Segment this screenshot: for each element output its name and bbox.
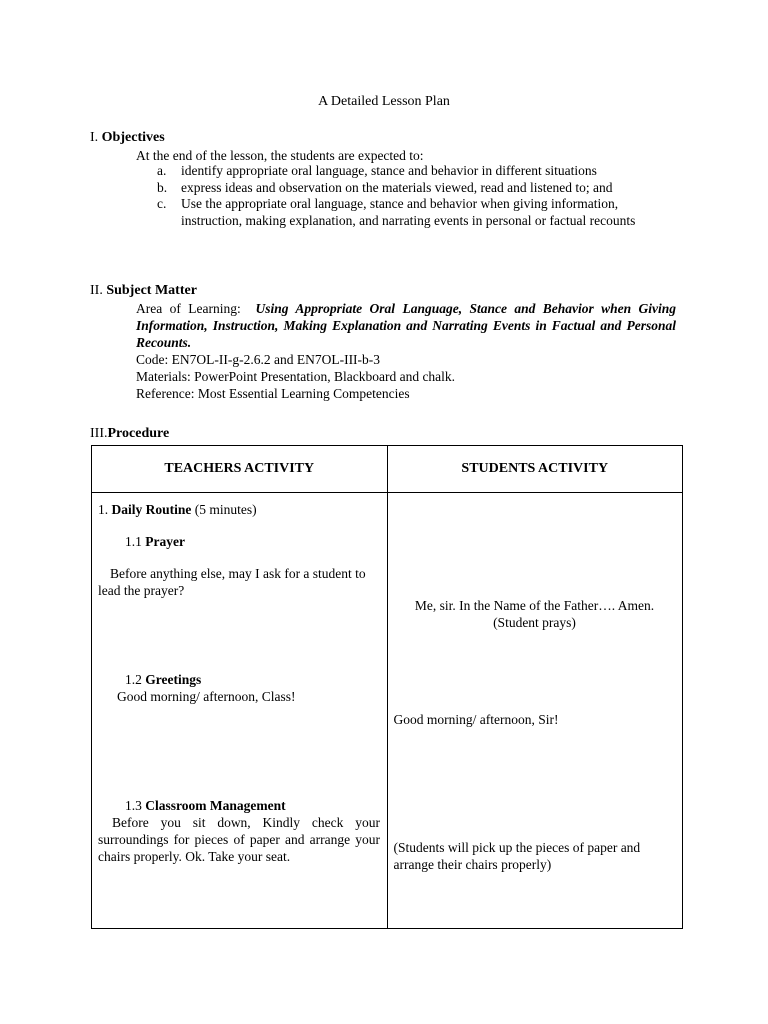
table-row bbox=[92, 493, 683, 929]
subject-matter-number: II. bbox=[90, 283, 103, 298]
students-activity-header: STUDENTS ACTIVITY bbox=[387, 446, 683, 493]
area-of-learning bbox=[136, 300, 676, 351]
prayer-teacher-text: Before anything else, may I ask for a student to lead the prayer? bbox=[98, 566, 366, 598]
greetings-number: 1.2 bbox=[125, 672, 142, 687]
prayer-student-text bbox=[388, 597, 682, 631]
prayer-subheading bbox=[125, 533, 185, 550]
greetings-teacher-text: Good morning/ afternoon, Class! bbox=[117, 689, 296, 704]
daily-routine-time: (5 minutes) bbox=[194, 502, 257, 517]
objectives-number: I. bbox=[90, 130, 99, 145]
subject-matter-heading bbox=[90, 283, 197, 299]
classroom-management-teacher-text: Before you sit down, Kindly check your surroundings for pieces of paper and arrange your chairs properly. Ok. Take your seat. bbox=[98, 815, 380, 864]
area-label: Area of Learning: bbox=[136, 301, 241, 316]
procedure-label: Procedure bbox=[107, 426, 170, 441]
objectives-intro: At the end of the lesson, the students are expected to: bbox=[136, 148, 424, 163]
prayer-label: Prayer bbox=[145, 534, 185, 549]
reference-line: Reference: Most Essential Learning Competencies bbox=[136, 386, 410, 401]
student-cell bbox=[387, 493, 683, 929]
classroom-management-label: Classroom Management bbox=[145, 798, 286, 813]
objective-marker: c. bbox=[157, 196, 167, 211]
objective-item bbox=[136, 163, 676, 180]
classroom-management-student-text: (Students will pick up the pieces of paper and arrange their chairs properly) bbox=[393, 840, 641, 872]
greetings-subheading bbox=[125, 671, 201, 688]
objectives-list bbox=[136, 163, 676, 229]
greetings-label: Greetings bbox=[145, 672, 202, 687]
greetings-student-text: Good morning/ afternoon, Sir! bbox=[393, 712, 559, 727]
document-title: A Detailed Lesson Plan bbox=[318, 94, 450, 109]
classroom-management-subheading bbox=[125, 797, 286, 814]
prayer-number: 1.1 bbox=[125, 534, 142, 549]
subject-matter-body bbox=[136, 300, 676, 402]
prayer-student-line-1: Me, sir. In the Name of the Father…. Amen. bbox=[414, 598, 655, 613]
teachers-activity-header: TEACHERS ACTIVITY bbox=[92, 446, 388, 493]
daily-routine-line bbox=[98, 501, 257, 518]
code-line: Code: EN7OL-II-g-2.6.2 and EN7OL-III-b-3 bbox=[136, 352, 381, 367]
materials-line: Materials: PowerPoint Presentation, Blackboard and chalk. bbox=[136, 369, 456, 384]
procedure-table bbox=[91, 445, 683, 929]
daily-routine-label: Daily Routine bbox=[111, 502, 192, 517]
objective-item bbox=[136, 180, 676, 197]
subject-matter-label: Subject Matter bbox=[106, 283, 197, 298]
classroom-management-number: 1.3 bbox=[125, 798, 142, 813]
prayer-student-line-2: (Student prays) bbox=[493, 615, 576, 630]
objective-item bbox=[136, 196, 676, 229]
procedure-heading bbox=[90, 426, 169, 442]
daily-routine-number: 1. bbox=[98, 502, 109, 517]
procedure-number: III. bbox=[90, 426, 108, 441]
table-header-row bbox=[92, 446, 683, 493]
objective-marker: b. bbox=[157, 179, 168, 195]
objective-text: Use the appropriate oral language, stance and behavior when giving information, instruction, making explanation, and narrating events in personal or factual recounts bbox=[181, 196, 636, 228]
objective-text: express ideas and observation on the materials viewed, read and listened to; and bbox=[181, 179, 613, 195]
objectives-label: Objectives bbox=[101, 130, 165, 145]
teacher-cell bbox=[92, 493, 388, 929]
objectives-heading bbox=[90, 130, 165, 146]
objective-marker: a. bbox=[157, 163, 167, 178]
objective-text: identify appropriate oral language, stance and behavior in different situations bbox=[181, 163, 597, 178]
area-value: Using Appropriate Oral Language, Stance and Behavior when Giving Information, Instruction, Making Explanation and Narrating Events in Factual and Personal Recounts. bbox=[136, 301, 677, 350]
